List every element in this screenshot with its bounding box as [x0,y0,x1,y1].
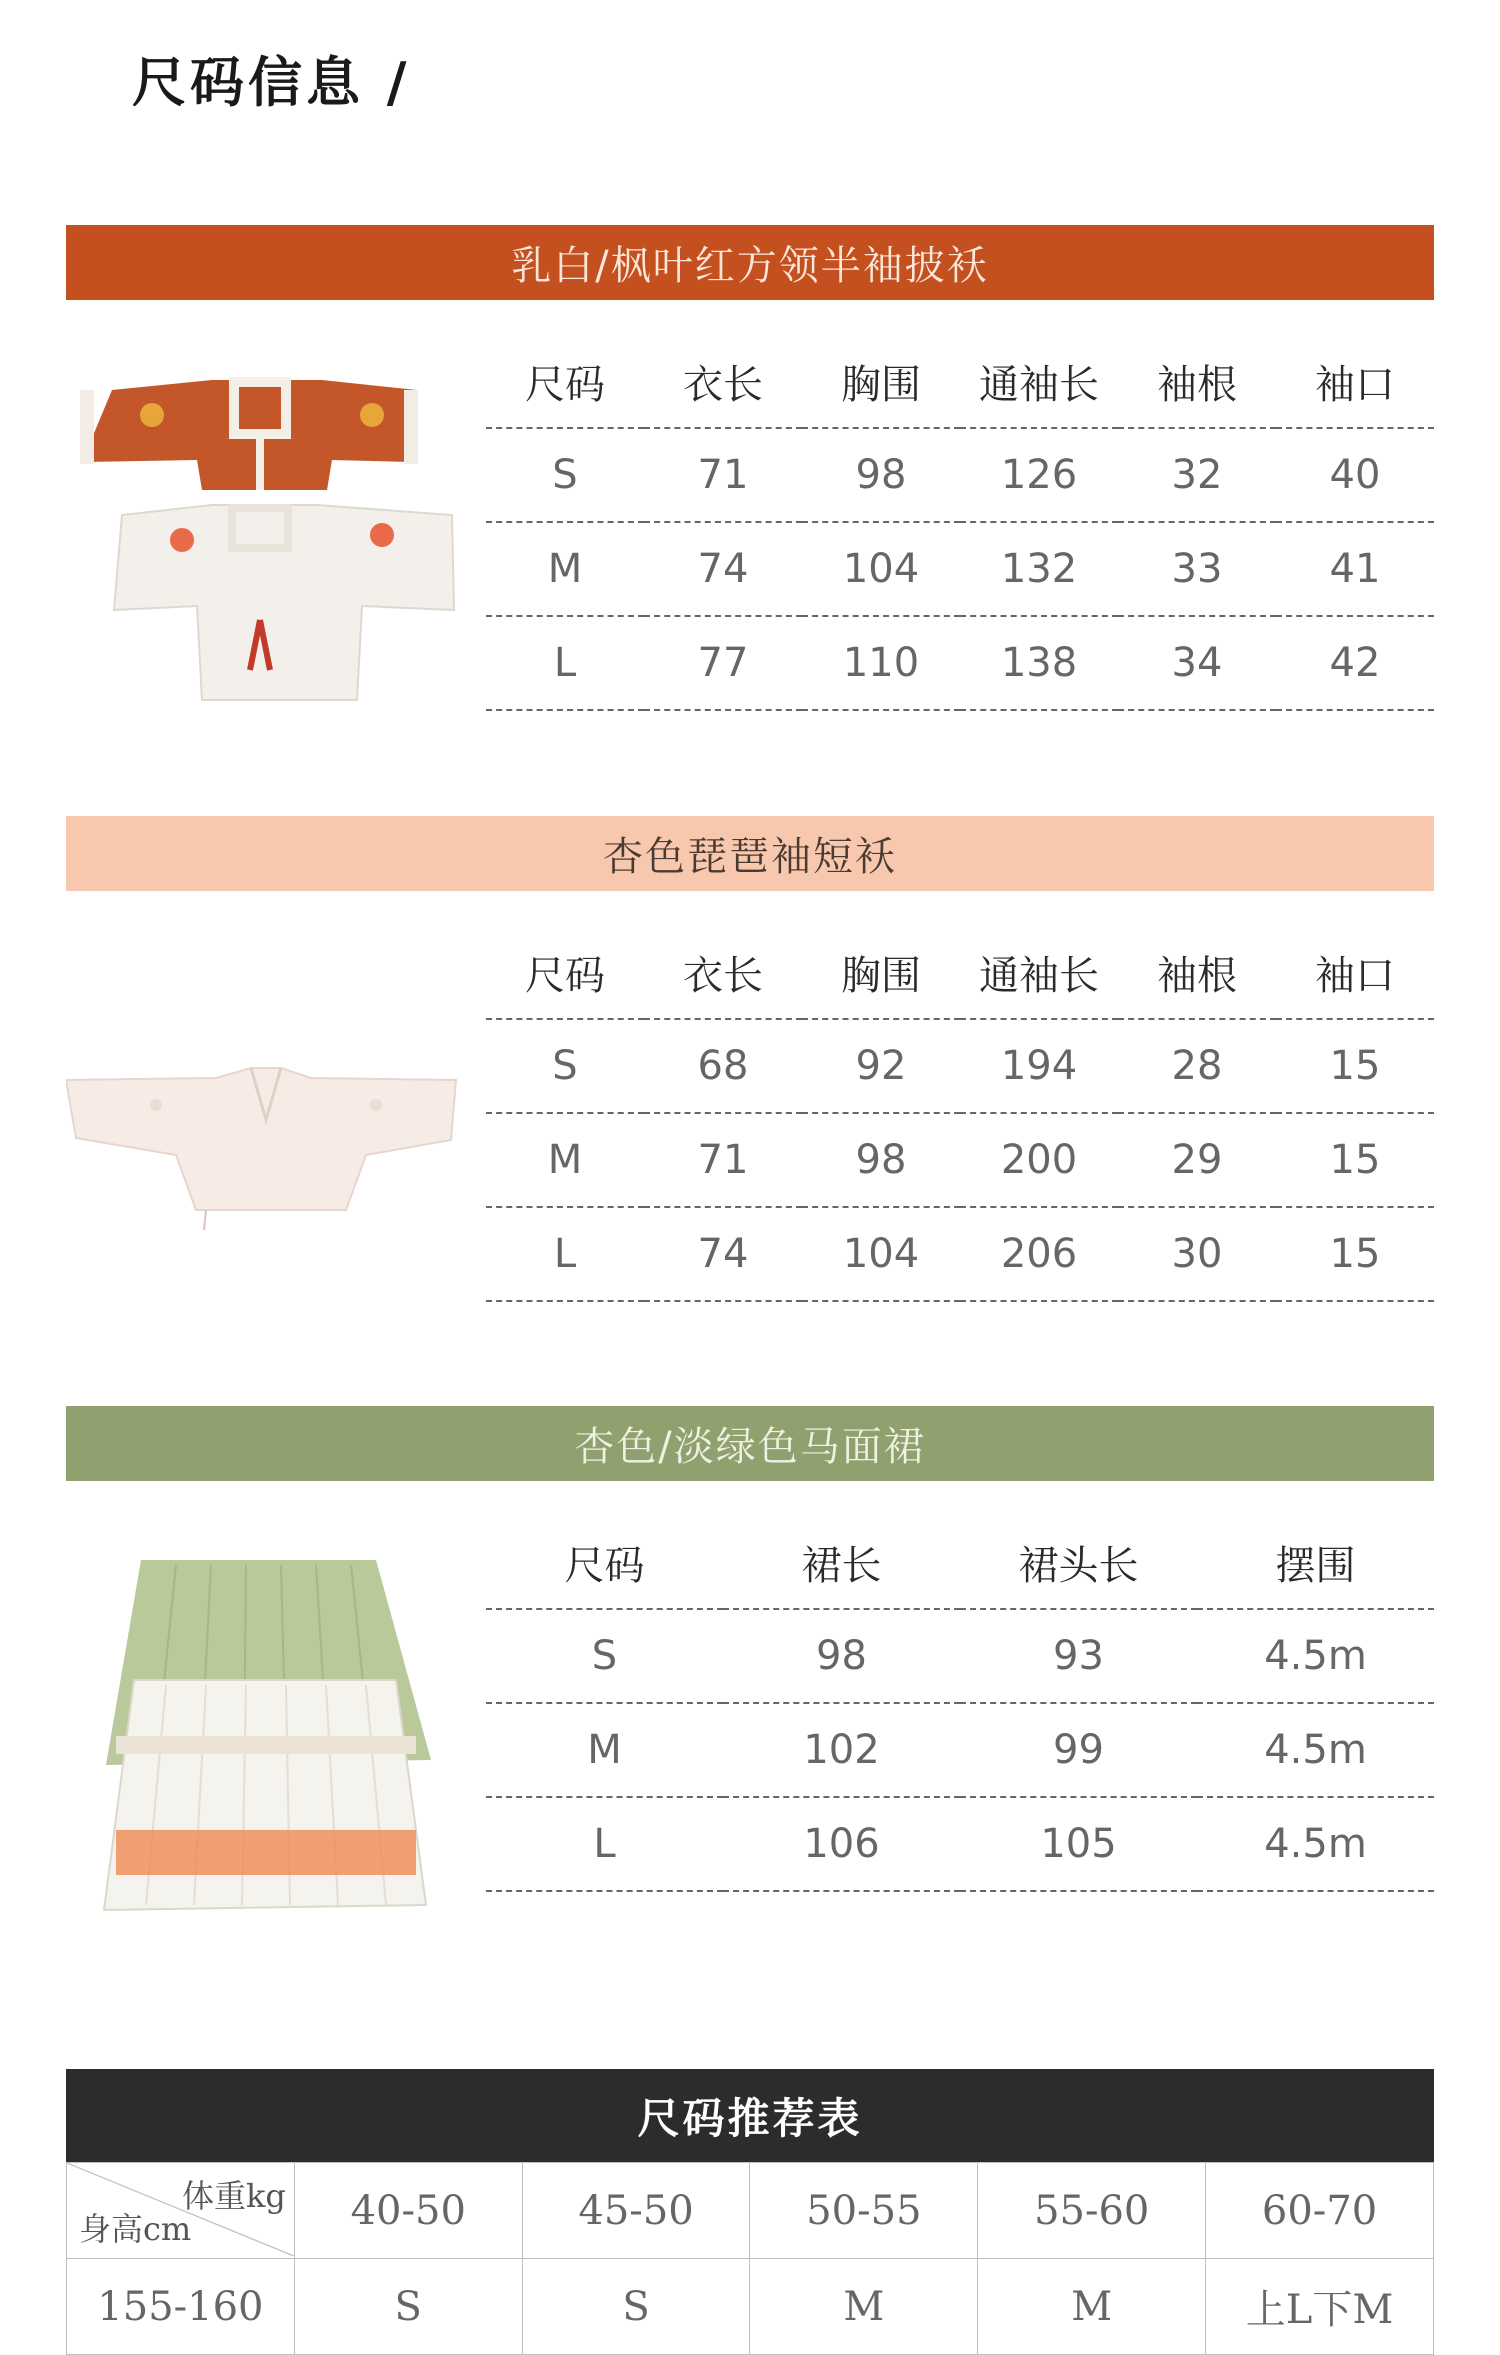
table-cell: 110 [802,616,960,710]
table-cell: 40 [1276,428,1434,522]
table-cell: L [486,1207,644,1301]
table-cell: 106 [723,1797,960,1891]
header-length: 衣长 [644,926,802,1019]
table-row [486,1207,1434,1301]
recommendation-header-row [67,2163,1434,2259]
table-cell: 28 [1118,1019,1276,1113]
table-cell: 15 [1276,1019,1434,1113]
table-cell: 102 [723,1703,960,1797]
table-cell: 30 [1118,1207,1276,1301]
header-skirt-length: 裙长 [723,1516,960,1609]
recommended-size: S [294,2259,522,2355]
recommended-size: 上L下M [1206,2259,1434,2355]
table-row [486,1019,1434,1113]
table-cell: 138 [960,616,1118,710]
table-cell: 71 [644,1113,802,1207]
recommended-size: M [750,2259,978,2355]
page-title: 尺码信息 / [132,50,411,114]
table-cell: 34 [1118,616,1276,710]
table-cell: 206 [960,1207,1118,1301]
header-size: 尺码 [486,1516,723,1609]
table-cell: 4.5m [1197,1797,1434,1891]
header-sleeve-span: 通袖长 [960,335,1118,428]
table-cell: M [486,1113,644,1207]
short-jacket-image [66,1060,466,1230]
table-cell: 104 [802,1207,960,1301]
table-cell: S [486,1019,644,1113]
height-range: 155-160 [67,2259,295,2355]
table-cell: 92 [802,1019,960,1113]
table-header-row [486,1516,1434,1609]
table-cell: 4.5m [1197,1703,1434,1797]
table-cell: 74 [644,1207,802,1301]
weight-label: 体重kg [181,2177,286,2215]
table-row [486,616,1434,710]
weight-range: 40-50 [294,2163,522,2259]
recommendation-row [67,2259,1434,2355]
table-cell: 15 [1276,1207,1434,1301]
size-table-jacket [486,335,1434,711]
weight-range: 60-70 [1206,2163,1434,2259]
header-armhole: 袖根 [1118,335,1276,428]
table-cell: S [486,1609,723,1703]
jacket-image [72,370,462,715]
table-row [486,522,1434,616]
table-cell: L [486,1797,723,1891]
header-waist-length: 裙头长 [960,1516,1197,1609]
table-cell: 29 [1118,1113,1276,1207]
table-cell: 74 [644,522,802,616]
table-cell: 93 [960,1609,1197,1703]
header-cuff: 袖口 [1276,335,1434,428]
table-cell: 200 [960,1113,1118,1207]
section-title-jacket: 乳白/枫叶红方领半袖披袄 [66,225,1434,300]
table-row [486,1703,1434,1797]
table-cell: 105 [960,1797,1197,1891]
header-size: 尺码 [486,926,644,1019]
size-table-short-jacket [486,926,1434,1302]
table-cell: 98 [723,1609,960,1703]
table-cell: M [486,522,644,616]
section-title-skirt: 杏色/淡绿色马面裙 [66,1406,1434,1481]
header-length: 衣长 [644,335,802,428]
header-chest: 胸围 [802,335,960,428]
table-cell: 32 [1118,428,1276,522]
recommendation-title: 尺码推荐表 [66,2069,1434,2162]
table-cell: L [486,616,644,710]
table-cell: 132 [960,522,1118,616]
header-sleeve-span: 通袖长 [960,926,1118,1019]
table-header-row [486,926,1434,1019]
recommended-size: M [978,2259,1206,2355]
corner-cell [67,2163,295,2259]
table-cell: S [486,428,644,522]
table-cell: 98 [802,1113,960,1207]
table-row [486,428,1434,522]
table-cell: 41 [1276,522,1434,616]
height-label: 身高cm [79,2210,192,2248]
header-hem: 摆围 [1197,1516,1434,1609]
size-table-skirt [486,1516,1434,1892]
recommended-size: S [522,2259,750,2355]
skirt-image [96,1550,436,1920]
header-cuff: 袖口 [1276,926,1434,1019]
table-cell: 77 [644,616,802,710]
table-cell: 68 [644,1019,802,1113]
recommendation-table [66,2162,1434,2355]
table-cell: 98 [802,428,960,522]
table-header-row [486,335,1434,428]
weight-range: 45-50 [522,2163,750,2259]
table-cell: 104 [802,522,960,616]
table-row [486,1797,1434,1891]
table-row [486,1609,1434,1703]
table-cell: 33 [1118,522,1276,616]
table-cell: M [486,1703,723,1797]
section-title-short-jacket: 杏色琵琶袖短袄 [66,816,1434,891]
table-cell: 42 [1276,616,1434,710]
header-chest: 胸围 [802,926,960,1019]
table-row [486,1113,1434,1207]
table-cell: 126 [960,428,1118,522]
table-cell: 194 [960,1019,1118,1113]
table-cell: 15 [1276,1113,1434,1207]
weight-range: 50-55 [750,2163,978,2259]
header-size: 尺码 [486,335,644,428]
table-cell: 4.5m [1197,1609,1434,1703]
table-cell: 71 [644,428,802,522]
table-cell: 99 [960,1703,1197,1797]
weight-range: 55-60 [978,2163,1206,2259]
header-armhole: 袖根 [1118,926,1276,1019]
